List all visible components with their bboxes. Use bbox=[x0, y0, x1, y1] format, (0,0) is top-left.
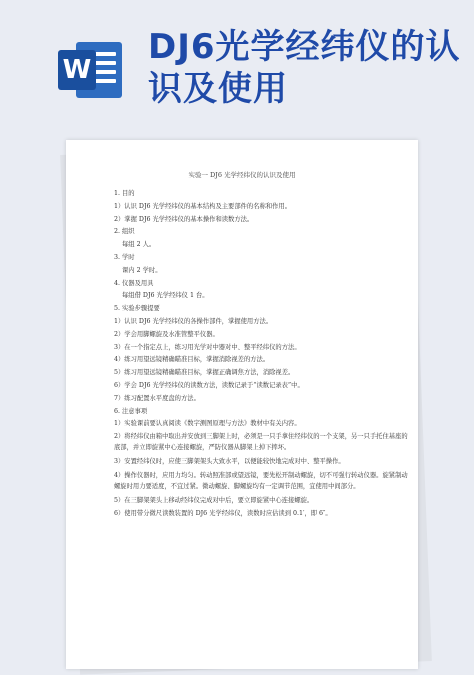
document-line: 1）认识 DJ6 光学经纬仪的各操作部件，掌握使用方法。 bbox=[114, 317, 273, 325]
document-line: 5）练习用望远镜精确瞄准目标，掌握正确调焦方法，消除视差。 bbox=[114, 369, 295, 377]
document-line: 1）实验课前要认真阅读《数字测图原理与方法》教材中有关内容。 bbox=[114, 420, 301, 428]
document-line: 5. 实验步骤提要 bbox=[114, 305, 160, 313]
banner-title: DJ6光学经纬仪的认识及使用 bbox=[148, 27, 461, 109]
word-document-icon bbox=[58, 40, 124, 100]
document-line: 1）认识 DJ6 光学经纬仪的基本结构及主要部件的名称和作用。 bbox=[114, 202, 292, 210]
document-line: 6）使用带分微尺读数装置的 DJ6 光学经纬仪，读数时应估读到 0.1′，即 6″。 bbox=[114, 509, 332, 517]
document-line: 3. 学时 bbox=[114, 253, 135, 261]
document-body bbox=[114, 188, 410, 521]
document-line: 2）学会用脚螺旋及水准管整平仪器。 bbox=[114, 330, 219, 338]
document-title: 实验一 DJ6 光学经纬仪的认识及使用 bbox=[188, 171, 296, 179]
document-line: 5）在三脚架架头上移动经纬仪完成对中后，要立即旋紧中心连接螺旋。 bbox=[114, 497, 314, 505]
document-line: 每组借 DJ6 光学经纬仪 1 台。 bbox=[122, 292, 209, 300]
document-line: 2）掌握 DJ6 光学经纬仪的基本操作和读数方法。 bbox=[114, 215, 254, 223]
document-line: 7）练习配置水平度盘的方法。 bbox=[114, 394, 200, 402]
document-line: 课内 2 学时。 bbox=[122, 266, 162, 274]
document-line: 1. 目的 bbox=[114, 190, 135, 197]
document-line: 每组 2 人。 bbox=[122, 241, 156, 249]
document-line: 2. 组织 bbox=[114, 228, 135, 236]
document-line: 4）操作仪器时，应用力均匀。转动照准部或望远镜，要先松开制动螺旋，切不可强行转动仪器。旋紧制动螺旋时用力要适度，不宜过紧。微动螺旋、脚螺旋均有一定调节范围，宜使用中间部分。 bbox=[114, 472, 408, 491]
document-line: 6. 注意事项 bbox=[114, 407, 148, 415]
banner bbox=[0, 0, 474, 140]
document-line: 2）将经纬仪由箱中取出并安放到三脚架上时，必须是一只手拿住经纬仪的一个支架，另一只手托住基座的底部，并立即旋紧中心连接螺旋，严防仪器从脚架上掉下摔坏。 bbox=[114, 433, 408, 452]
document-line: 4. 仪器及用具 bbox=[114, 279, 154, 287]
document-line: 4）练习用望远镜精确瞄准目标，掌握消除视差的方法。 bbox=[114, 356, 270, 364]
document-line: 6）学会 DJ6 光学经纬仪的读数方法，读数记录于“读数记录表”中。 bbox=[114, 381, 304, 389]
document-page bbox=[66, 140, 418, 669]
word-icon-letter: W bbox=[58, 50, 96, 90]
document-line: 3）安置经纬仪时，应使三脚架架头大致水平，以便能较快地完成对中、整平操作。 bbox=[114, 458, 345, 466]
document-line: 3）在一个指定点上，练习用光学对中器对中、整平经纬仪的方法。 bbox=[114, 343, 301, 351]
